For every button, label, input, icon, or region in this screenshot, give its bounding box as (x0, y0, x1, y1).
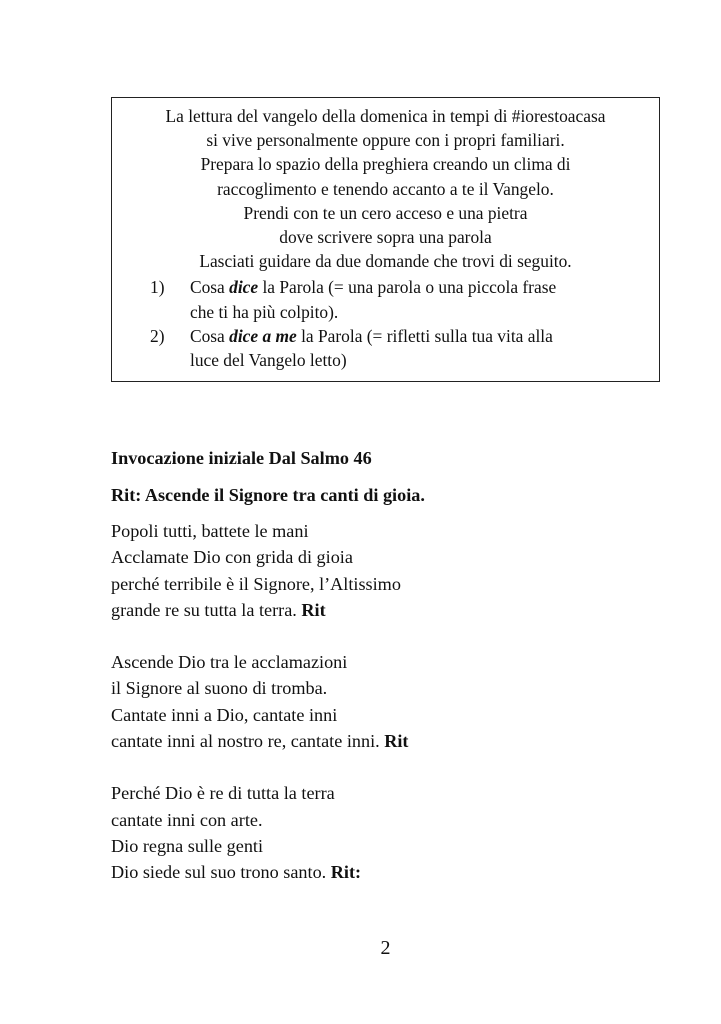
question-emphasis: dice (229, 277, 259, 298)
verse-line (111, 859, 671, 885)
question-emphasis: dice a me (229, 325, 297, 346)
verse-line: perché terribile è il Signore, l’Altissimo (111, 573, 401, 594)
intro-line: La lettura del vangelo della domenica in tempi di #iorestoacasa (165, 106, 606, 126)
reflection-question (126, 324, 645, 372)
reflection-questions-list (126, 275, 645, 372)
question-line (190, 324, 645, 348)
intro-line: si vive personalmente oppure con i propri familiari. (206, 130, 565, 151)
intro-text (126, 104, 645, 273)
verse-line: Cantate inni a Dio, cantate inni (111, 704, 338, 725)
verse-text: Dio siede sul suo trono santo. (111, 862, 331, 883)
question-text-after: la Parola (= rifletti sulla tua vita alla (296, 325, 553, 346)
question-text-before: Cosa (190, 325, 230, 346)
verse-line: il Signore al suono di tromba. (111, 678, 328, 699)
psalm-stanza (111, 518, 671, 623)
question-text-after: la Parola (= una parola o una piccola frase (258, 277, 557, 298)
verse-line: Popoli tutti, battete le mani (111, 521, 309, 541)
intro-instructions-box (111, 97, 660, 382)
question-continuation: luce del Vangelo letto) (190, 350, 347, 371)
psalm-stanza (111, 649, 671, 754)
verse-line: cantate inni con arte. (111, 809, 263, 830)
verse-text: grande re su tutta la terra. (111, 599, 302, 620)
verse-line: Perché Dio è re di tutta la terra (111, 783, 335, 804)
intro-line: dove scrivere sopra una parola (279, 227, 492, 248)
verse-line (111, 597, 671, 623)
refrain-marker: Rit (384, 731, 409, 752)
verse-line: Dio regna sulle genti (111, 835, 264, 856)
intro-line: Prepara lo spazio della preghiera creando un clima di (200, 154, 571, 175)
intro-line: raccoglimento e tenendo accanto a te il Vangelo. (217, 178, 554, 199)
question-text-before: Cosa (190, 277, 230, 298)
verse-line: Ascende Dio tra le acclamazioni (111, 652, 348, 673)
verse-line: Acclamate Dio con grida di gioia (111, 547, 353, 568)
question-number: 1) (150, 277, 165, 298)
refrain-marker: Rit (301, 599, 326, 620)
intro-line: Lasciati guidare da due domande che trovi di seguito. (199, 251, 572, 272)
question-line (190, 275, 645, 299)
psalm-section (111, 445, 671, 886)
refrain-marker: Rit: (330, 862, 362, 883)
psalm-stanza (111, 780, 671, 885)
reflection-question (126, 275, 645, 323)
psalm-heading: Invocazione iniziale Dal Salmo 46 (111, 448, 372, 468)
verse-text: cantate inni al nostro re, cantate inni. (111, 731, 385, 752)
refrain: Rit: Ascende il Signore tra canti di gioia. (111, 485, 425, 505)
question-number: 2) (150, 325, 165, 346)
verse-line (111, 728, 671, 754)
question-continuation: che ti ha più colpito). (190, 301, 339, 322)
intro-line: Prendi con te un cero acceso e una pietra (243, 202, 528, 223)
page-number: 2 (380, 937, 391, 959)
